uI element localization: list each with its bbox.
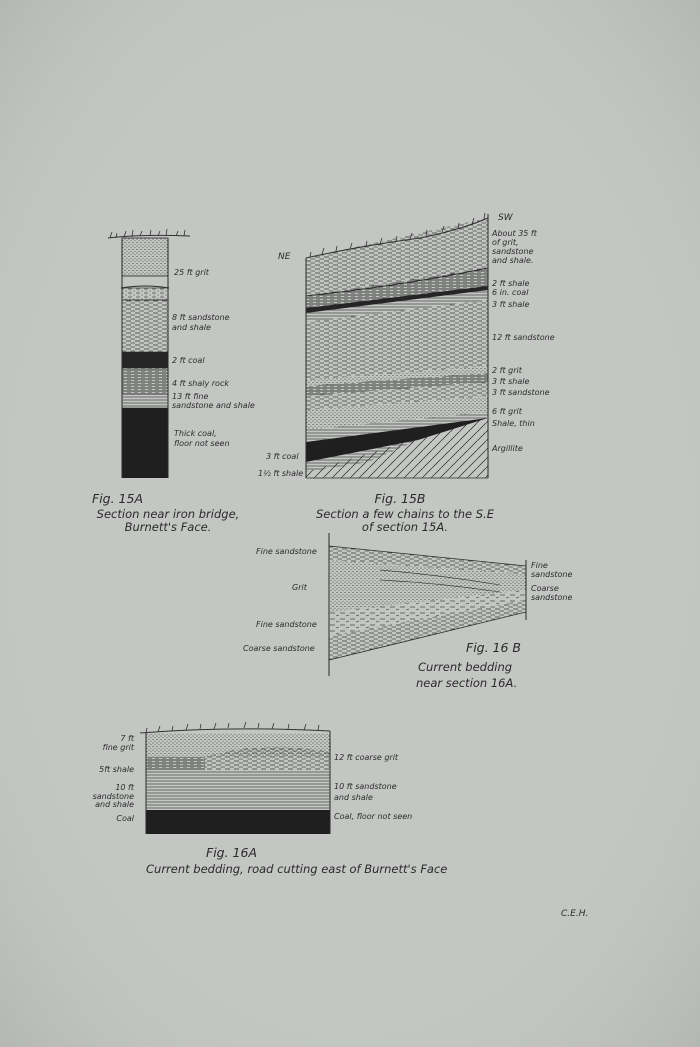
fig16a-caption-title: Fig. 16A: [206, 845, 258, 860]
fig15a-label-sandstone-2: and shale: [172, 323, 211, 332]
fig15b-label-grit2: 2 ft grit: [492, 366, 522, 375]
fig15a-label-sandstone: 8 ft sandstone: [172, 313, 230, 322]
fig15b-label-about35: About 35 ft: [492, 229, 537, 238]
fig15a-caption-line1: Section near iron bridge,: [96, 507, 240, 521]
fig16b-caption-title: Fig. 16 B: [466, 640, 521, 655]
fig15b-label-shale3: 3 ft shale: [492, 300, 530, 309]
fig15b-label-coal6: 6 in. coal: [492, 288, 529, 297]
fig16a-label-shale5: 5ft shale: [99, 765, 134, 774]
fig16b-label-fine-top: Fine sandstone: [256, 547, 317, 556]
fig16b-label-grit: Grit: [292, 583, 307, 592]
fig16b-label-right-coarse: Coarse: [531, 584, 559, 593]
fig15a-caption-line2: Burnett's Face.: [124, 520, 212, 534]
fig16a-label-coarse12: 12 ft coarse grit: [334, 753, 399, 762]
fig15a-label-thick: Thick coal,: [174, 429, 217, 438]
fig15b-caption-line2: of section 15A.: [361, 520, 449, 534]
fig16b-caption-line2: near section 16A.: [416, 676, 518, 690]
fig16b-label-right-fine: Fine: [531, 561, 548, 570]
fig15a-label-grit: 25 ft grit: [174, 268, 209, 277]
fig16a-label-ss10r: 10 ft sandstone: [334, 782, 397, 791]
fig15b-label-about35-2: of grit,: [492, 238, 519, 247]
fig15b-section: [306, 213, 488, 478]
fig16b-label-right-coarse-2: sandstone: [531, 593, 573, 602]
fig16a-label-coal: Coal: [116, 814, 134, 823]
fig16a-label-ss10-3: and shale: [95, 800, 134, 809]
fig16b-label-right-fine-2: sandstone: [531, 570, 573, 579]
fig16a-label-grit7: 7 ft: [120, 734, 134, 743]
fig16a-label-ss10-2: sandstone: [92, 792, 134, 801]
fig16a-label-grit7-2: fine grit: [102, 743, 134, 752]
fig15b-label-argillite: Argillite: [492, 444, 523, 453]
fig15b-label-grit6: 6 ft grit: [492, 407, 522, 416]
author-initials: C.E.H.: [561, 909, 589, 919]
fig15b-compass-ne: NE: [278, 252, 291, 262]
fig15b-label-sandstone12: 12 ft sandstone: [492, 333, 555, 342]
fig16b-caption-line1: Current bedding: [418, 660, 513, 674]
fig16a-caption-line1: Current bedding, road cutting east of Burnett's Face: [146, 862, 448, 876]
fig15b-compass-sw: SW: [498, 213, 513, 223]
fig15a-label-fine: 13 ft fine: [172, 392, 209, 401]
fig16a-label-ss10r-2: and shale: [334, 793, 373, 802]
fig15a-label-coal: 2 ft coal: [172, 356, 205, 365]
fig16b-label-fine-low: Fine sandstone: [256, 620, 317, 629]
fig15b-label-about35-3: sandstone: [492, 247, 534, 256]
fig15b-label-coal3: 3 ft coal: [266, 452, 299, 461]
fig16b-label-coarse: Coarse sandstone: [243, 644, 315, 653]
fig15b-label-sandstone3: 3 ft sandstone: [492, 388, 550, 397]
fig15b-label-shale3b: 3 ft shale: [492, 377, 530, 386]
fig15b-caption-line1: Section a few chains to the S.E: [315, 507, 494, 521]
fig15b-label-shale2: 2 ft shale: [492, 279, 530, 288]
fig15b-label-shale15: 1½ ft shale: [258, 469, 304, 478]
fig15a-label-fine-2: sandstone and shale: [172, 401, 255, 410]
fig16a-label-ss10: 10 ft: [115, 783, 134, 792]
fig15b-caption-title: Fig. 15B: [374, 491, 426, 506]
fig15b-label-about35-4: and shale.: [492, 256, 534, 265]
fig16a-section: [140, 722, 330, 834]
fig15a-caption-title: Fig. 15A: [92, 491, 144, 506]
fig16a-label-coal-floor: Coal, floor not seen: [334, 812, 413, 821]
fig15a-label-thick-2: floor not seen: [174, 439, 230, 448]
fig15b-label-shale-thin: Shale, thin: [492, 419, 535, 428]
fig15a-label-shaly: 4 ft shaly rock: [172, 379, 229, 388]
